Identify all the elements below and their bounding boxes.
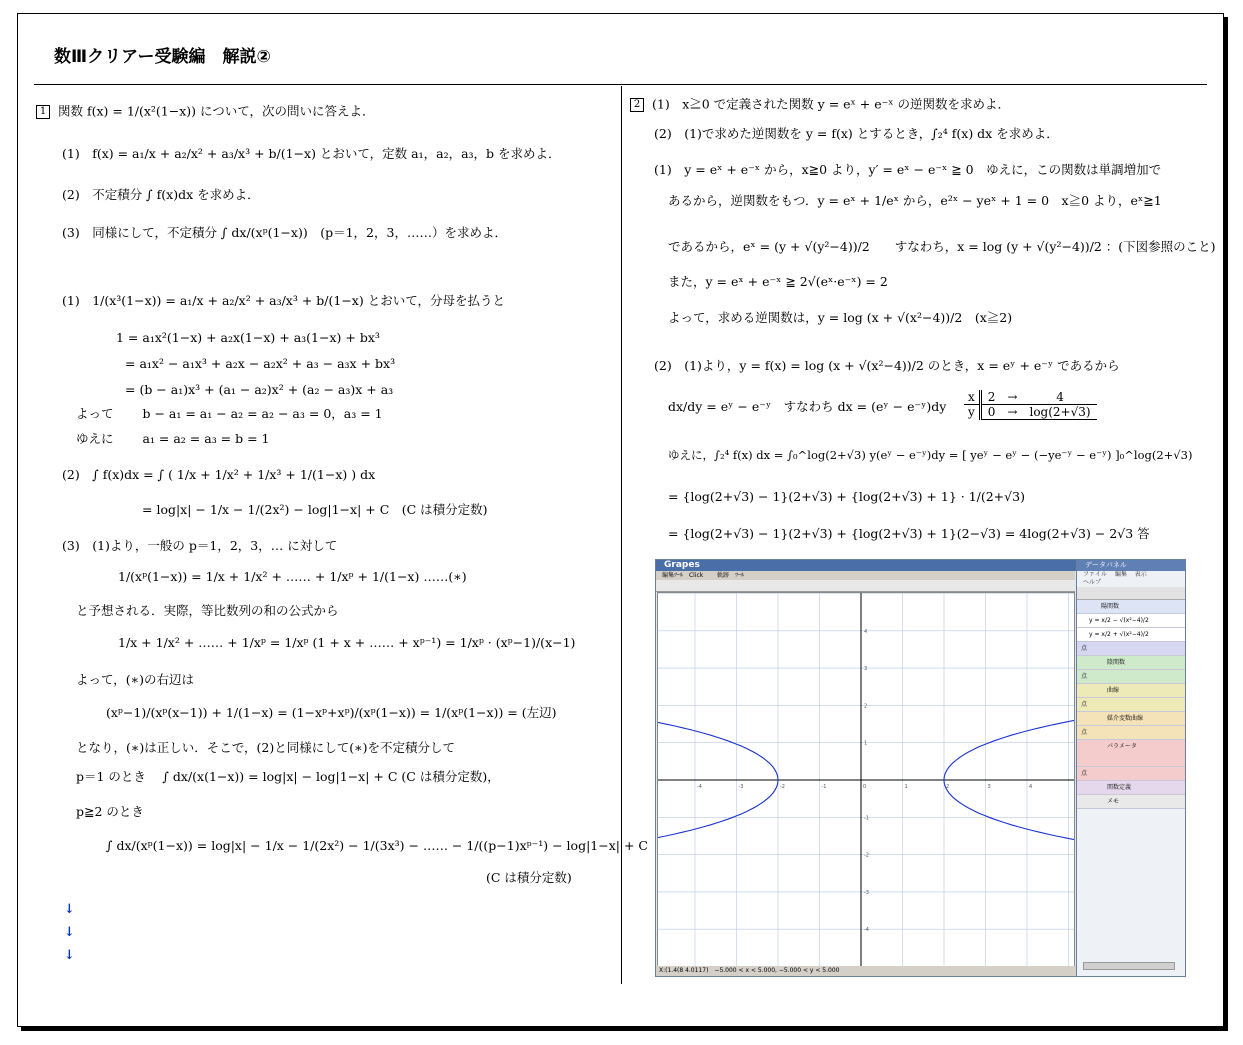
panel-menu-file[interactable]: ファイル — [1083, 571, 1107, 578]
answer-1-3-verify: (xᵖ−1)/(xᵖ(x−1)) + 1/(1−x) = (1−xᵖ+xᵖ)/(xᵖ(1−x)) = 1/(xᵖ(1−x)) = (左辺) — [106, 705, 557, 720]
answer-2-2-integral: ゆえに，∫₂⁴ f(x) dx = ∫₀^log(2+√3) y(eʸ − e⁻ʸ)dy = [ yeʸ − eʸ − (−ye⁻ʸ − e⁻ʸ) ]₀^log(2+√3) — [668, 448, 1193, 462]
panel-row[interactable]: 点 — [1077, 767, 1185, 781]
answer-1-1-result: ゆえに a₁ = a₂ = a₃ = b = 1 — [76, 431, 270, 446]
answer-1-1-eq3: = (b − a₁)x³ + (a₁ − a₂)x² + (a₂ − a₃)x + a₃ — [125, 382, 394, 397]
answer-1-3-constant: (C は積分定数) — [486, 870, 572, 885]
y-tick-label: -1 — [864, 815, 869, 822]
panel-row[interactable]: 関数定義 — [1077, 781, 1185, 795]
graph-svg — [658, 593, 1074, 966]
limits-table — [964, 390, 1097, 420]
header-divider — [34, 84, 1207, 85]
panel-toolbar — [1077, 587, 1185, 600]
y-tick-label: 2 — [864, 703, 868, 710]
answer-2-1-solution: であるから，eˣ = (y + √(y²−4))/2 すなわち，x = log (y + √(y²−4))/2 ：(下図参照のこと) — [668, 239, 1216, 254]
x-tick-label: -1 — [821, 784, 827, 790]
answer-1-3-p1: p＝1 のとき ∫ dx/(x(1−x)) = log|x| − log|1−x| + C (C は積分定数)， — [76, 769, 500, 784]
grapes-title-bar: Grapes — [656, 560, 1083, 571]
data-panel-menu — [1077, 571, 1185, 587]
table-y-arrow: → — [1001, 405, 1023, 420]
x-tick-label: -4 — [697, 784, 702, 790]
x-tick-label: 3 — [987, 784, 991, 790]
panel-row-function[interactable]: y = x/2 − √(x²−4)/2 — [1077, 614, 1185, 628]
grapes-toolbar — [656, 580, 1075, 592]
panel-row[interactable]: メモ — [1077, 795, 1185, 809]
x-tick-label: 2 — [946, 784, 950, 790]
table-y-label: y — [964, 405, 980, 420]
panel-menu-help[interactable]: ヘルプ — [1083, 579, 1102, 586]
table-y-from: 0 — [980, 405, 1001, 420]
panel-row[interactable]: 陽関数 — [1077, 600, 1185, 614]
question-1-2: (2) 不定積分 ∫ f(x)dx を求めよ． — [62, 187, 260, 202]
tab-click[interactable]: Click — [688, 572, 704, 579]
answer-2-2-step: = {log(2+√3) − 1}(2+√3) + {log(2+√3) + 1} · 1/(2+√3) — [668, 489, 1025, 504]
answer-2-2-substitution: (2) (1)より，y = f(x) = log (x + √(x²−4))/2 のとき，x = eʸ + e⁻ʸ であるから — [654, 358, 1120, 373]
table-x-label: x — [964, 390, 980, 405]
problem-2-question-1: 2 (1) x≧0 で定義された関数 y = eˣ + e⁻ˣ の逆関数を求めよ． — [630, 98, 1010, 112]
answer-2-1-inverse: あるから，逆関数をもつ．y = eˣ + 1/eˣ から，e²ˣ − yeˣ + 1 = 0 x≧0 より，eˣ≧1 — [668, 193, 1162, 208]
down-arrow-icon: ↓ — [64, 925, 75, 940]
panel-menu-edit[interactable]: 編集 — [1114, 571, 1127, 578]
grapes-tab-bar — [656, 571, 1075, 580]
answer-1-2-integral: (2) ∫ f(x)dx = ∫ ( 1/x + 1/x² + 1/x³ + 1/(1−x) ) dx — [62, 467, 376, 482]
y-tick-label: 4 — [864, 628, 868, 635]
answer-2-1-result: よって，求める逆関数は，y = log (x + √(x²−4))/2 (x≧2) — [668, 310, 1013, 325]
table-x-to: 4 — [1056, 390, 1064, 404]
panel-row[interactable]: 点 — [1077, 698, 1185, 712]
problem-2-question-2: (2) (1)で求めた逆関数を y = f(x) とするとき，∫₂⁴ f(x) dx を求めよ． — [654, 126, 1059, 141]
answer-1-3-text: と予想される．実際，等比数列の和の公式から — [76, 603, 339, 618]
answer-1-2-result: = log|x| − 1/x − 1/(2x²) − log|1−x| + C (C は積分定数) — [142, 502, 488, 517]
answer-2-1-derivative: (1) y = eˣ + e⁻ˣ から，x≧0 より，y′ = eˣ − e⁻ˣ ≧ 0 ゆえに，この関数は単調増加で — [654, 162, 1162, 177]
x-tick-label: 0 — [863, 784, 867, 790]
tab-edit-tool[interactable]: 編集ﾂｰﾙ — [662, 572, 684, 579]
tab-locus[interactable]: 軌跡 — [717, 572, 730, 579]
table-x-arrow: → — [1007, 390, 1018, 404]
panel-row[interactable]: 曲線 — [1077, 684, 1185, 698]
answer-1-1-eq1: 1 = a₁x²(1−x) + a₂x(1−x) + a₃(1−x) + bx³ — [116, 330, 380, 345]
panel-row[interactable]: 点 — [1077, 642, 1185, 656]
panel-row[interactable]: 点 — [1077, 670, 1185, 684]
answer-1-3-rhs: よって，(∗)の右辺は — [76, 672, 194, 687]
panel-menu-view[interactable]: 表示 — [1134, 571, 1147, 578]
panel-scrollbar[interactable] — [1083, 962, 1175, 970]
tab-tool[interactable]: ﾂｰﾙ — [735, 572, 745, 579]
panel-row[interactable]: 陰関数 — [1077, 656, 1185, 670]
page-frame — [17, 13, 1224, 1027]
answer-2-2-differential: dx/dy = eʸ − e⁻ʸ すなわち dx = (eʸ − e⁻ʸ)dy — [668, 399, 947, 414]
answer-1-1-setup: (1) 1/(x³(1−x)) = a₁/x + a₂/x² + a₃/x³ + b/(1−x) とおいて，分母を払うと — [62, 293, 505, 308]
y-tick-label: 3 — [864, 666, 868, 673]
panel-row[interactable]: パラメータ — [1077, 740, 1185, 767]
table-x-from: 2 — [987, 390, 996, 404]
problem-number-box: 1 — [36, 105, 50, 119]
down-arrow-icon: ↓ — [64, 948, 75, 963]
answer-1-3-intro: (3) (1)より，一般の p＝1，2，3，… に対して — [62, 538, 338, 553]
y-tick-label: 1 — [864, 740, 868, 747]
grapes-window — [655, 559, 1186, 977]
problem-number-box: 2 — [630, 98, 644, 112]
panel-row[interactable]: 媒介変数曲線 — [1077, 712, 1185, 726]
answer-1-1-coeff: よって b − a₁ = a₁ − a₂ = a₂ − a₃ = 0，a₃ = 1 — [76, 406, 383, 421]
panel-row[interactable]: 点 — [1077, 726, 1185, 740]
question-1-1: (1) f(x) = a₁/x + a₂/x² + a₃/x³ + b/(1−x) とおいて，定数 a₁，a₂，a₃，b を求めよ． — [62, 146, 561, 161]
graph-plot-area[interactable] — [657, 592, 1075, 967]
panel-row-function[interactable]: y = x/2 + √(x²−4)/2 — [1077, 628, 1185, 642]
table-y-to: log(2+√3) — [1023, 405, 1096, 420]
data-panel-title: データパネル — [1077, 560, 1185, 571]
x-tick-label: -3 — [738, 784, 744, 790]
grapes-status-bar: X:(1.4(8 4.0117) −5.000 < x < 5.000, −5.000 < y < 5.000 — [656, 966, 1078, 976]
data-panel — [1076, 560, 1185, 976]
x-tick-label: 1 — [904, 784, 908, 790]
answer-2-2-final: = {log(2+√3) − 1}(2+√3) + {log(2+√3) + 1}(2−√3) = 4log(2+√3) − 2√3 答 — [668, 526, 1150, 541]
answer-1-3-geometric: 1/x + 1/x² + …… + 1/xᵖ = 1/xᵖ (1 + x + …… + xᵖ⁻¹) = 1/xᵖ · (xᵖ−1)/(x−1) — [118, 635, 576, 650]
y-tick-label: -2 — [864, 852, 869, 859]
question-1-3: (3) 同様にして，不定積分 ∫ dx/(xᵖ(1−x)) (p＝1，2，3，……）を求めよ． — [62, 225, 507, 240]
y-tick-label: -4 — [864, 927, 869, 934]
answer-1-3-conclusion: となり，(∗)は正しい．そこで，(2)と同様にして(∗)を不定積分して — [76, 740, 455, 755]
answer-1-3-p2-result: ∫ dx/(xᵖ(1−x)) = log|x| − 1/x − 1/(2x²) − 1/(3x³) − …… − 1/((p−1)xᵖ⁻¹) − log|1−x| + C — [106, 838, 648, 853]
page-title: 数Ⅲクリアー受験編 解説② — [54, 47, 271, 67]
answer-1-3-p2-label: p≧2 のとき — [76, 804, 144, 819]
answer-1-1-eq2: = a₁x² − a₁x³ + a₂x − a₂x² + a₃ − a₃x + bx³ — [125, 356, 396, 371]
down-arrow-icon: ↓ — [64, 902, 75, 917]
x-tick-label: -2 — [780, 784, 785, 790]
answer-2-1-range: また，y = eˣ + e⁻ˣ ≧ 2√(eˣ·e⁻ˣ) = 2 — [668, 274, 888, 289]
x-tick-label: 4 — [1029, 784, 1033, 790]
answer-1-3-guess: 1/(xᵖ(1−x)) = 1/x + 1/x² + …… + 1/xᵖ + 1/(1−x) ……(∗) — [118, 569, 467, 584]
problem-1-statement: 1 関数 f(x) = 1/(x²(1−x)) について，次の問いに答えよ． — [36, 105, 375, 119]
y-tick-label: -3 — [864, 889, 869, 896]
